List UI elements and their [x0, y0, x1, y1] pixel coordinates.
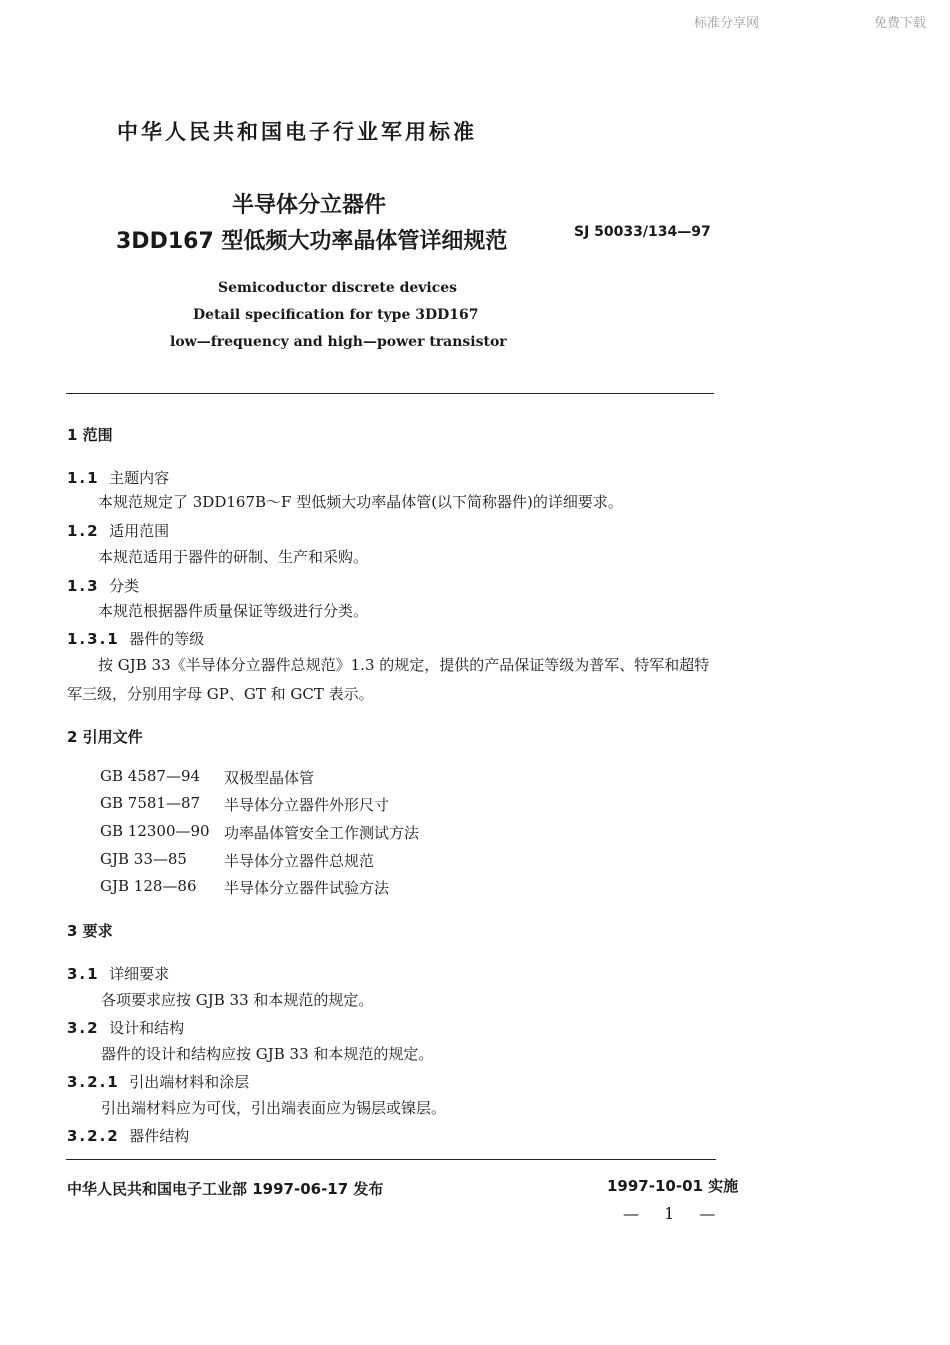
ref-code: GJB 33—85 [100, 850, 187, 868]
section-1-3-1-text-line1: 按 GJB 33《半导体分立器件总规范》1.3 的规定，提供的产品保证等级为普军、特军和超特 [98, 656, 710, 674]
section-3-1-heading [67, 963, 169, 984]
section-number: 1.3.1 [67, 630, 120, 648]
section-number: 3.2.1 [67, 1073, 120, 1091]
section-number: 1.2 [67, 522, 100, 540]
section-title: 详细要求 [109, 965, 170, 983]
watermark-left: 标准分享网 [694, 16, 760, 31]
ref-code: GB 4587—94 [100, 767, 201, 785]
section-1-3-text: 本规范根据器件质量保证等级进行分类。 [98, 602, 369, 620]
ref-title: 半导体分立器件试验方法 [224, 879, 390, 897]
section-3-2-1-text: 引出端材料应为可伐，引出端表面应为锡层或镍层。 [101, 1099, 447, 1117]
watermark-right: 免费下载 [874, 16, 927, 31]
english-title-line2: Detail specification for type 3DD167 [193, 307, 479, 323]
header-divider [66, 393, 714, 394]
ref-title: 功率晶体管安全工作测试方法 [224, 824, 420, 842]
english-title-line1: Semicoductor discrete devices [218, 280, 458, 296]
section-number: 3.2.2 [67, 1127, 120, 1145]
section-1-heading: 1 范围 [67, 426, 113, 444]
issued-by: 中华人民共和国电子工业部 1997-06-17 发布 [67, 1180, 384, 1198]
standard-title: 中华人民共和国电子行业军用标准 [117, 120, 477, 144]
section-title: 主题内容 [109, 469, 170, 487]
section-title: 设计和结构 [109, 1019, 185, 1037]
ref-title: 半导体分立器件外形尺寸 [224, 796, 390, 814]
section-1-1-text: 本规范规定了 3DD167B～F 型低频大功率晶体管(以下简称器件)的详细要求。 [98, 493, 623, 511]
section-1-3-1-heading [67, 628, 204, 649]
section-3-2-1-heading [67, 1071, 249, 1092]
ref-code: GJB 128—86 [100, 877, 197, 895]
ref-code: GB 12300—90 [100, 822, 210, 840]
english-title-line3: low—frequency and high—power transistor [170, 334, 507, 350]
section-title: 器件的等级 [129, 630, 205, 648]
page-number: — 1 — [623, 1204, 726, 1223]
section-title: 分类 [109, 577, 140, 595]
ref-title: 半导体分立器件总规范 [224, 852, 375, 870]
section-1-2-heading [67, 520, 169, 541]
section-number: 3.2 [67, 1019, 100, 1037]
section-1-3-heading [67, 575, 139, 596]
ref-code: GB 7581—87 [100, 794, 201, 812]
section-2-heading: 2 引用文件 [67, 728, 143, 746]
section-1-3-1-text-line2: 军三级，分别用字母 GP、GT 和 GCT 表示。 [67, 685, 374, 703]
section-3-1-text: 各项要求应按 GJB 33 和本规范的规定。 [101, 991, 374, 1009]
section-3-heading: 3 要求 [67, 922, 113, 940]
section-number: 1.1 [67, 469, 100, 487]
section-number: 1.3 [67, 577, 100, 595]
section-3-2-2-heading [67, 1125, 189, 1146]
section-1-1-heading [67, 467, 169, 488]
section-number: 3.1 [67, 965, 100, 983]
doc-title-line2: 3DD167 型低频大功率晶体管详细规范 [116, 229, 508, 254]
section-1-2-text: 本规范适用于器件的研制、生产和采购。 [98, 548, 369, 566]
section-title: 引出端材料和涂层 [129, 1073, 250, 1091]
section-title: 适用范围 [109, 522, 170, 540]
ref-title: 双极型晶体管 [224, 769, 315, 787]
section-title: 器件结构 [129, 1127, 190, 1145]
standard-number: SJ 50033/134—97 [574, 224, 711, 240]
doc-title-line1: 半导体分立器件 [232, 193, 387, 218]
section-3-2-heading [67, 1017, 184, 1038]
section-3-2-text: 器件的设计和结构应按 GJB 33 和本规范的规定。 [101, 1045, 434, 1063]
effective-date: 1997-10-01 实施 [607, 1177, 739, 1195]
footer-divider [66, 1159, 716, 1160]
